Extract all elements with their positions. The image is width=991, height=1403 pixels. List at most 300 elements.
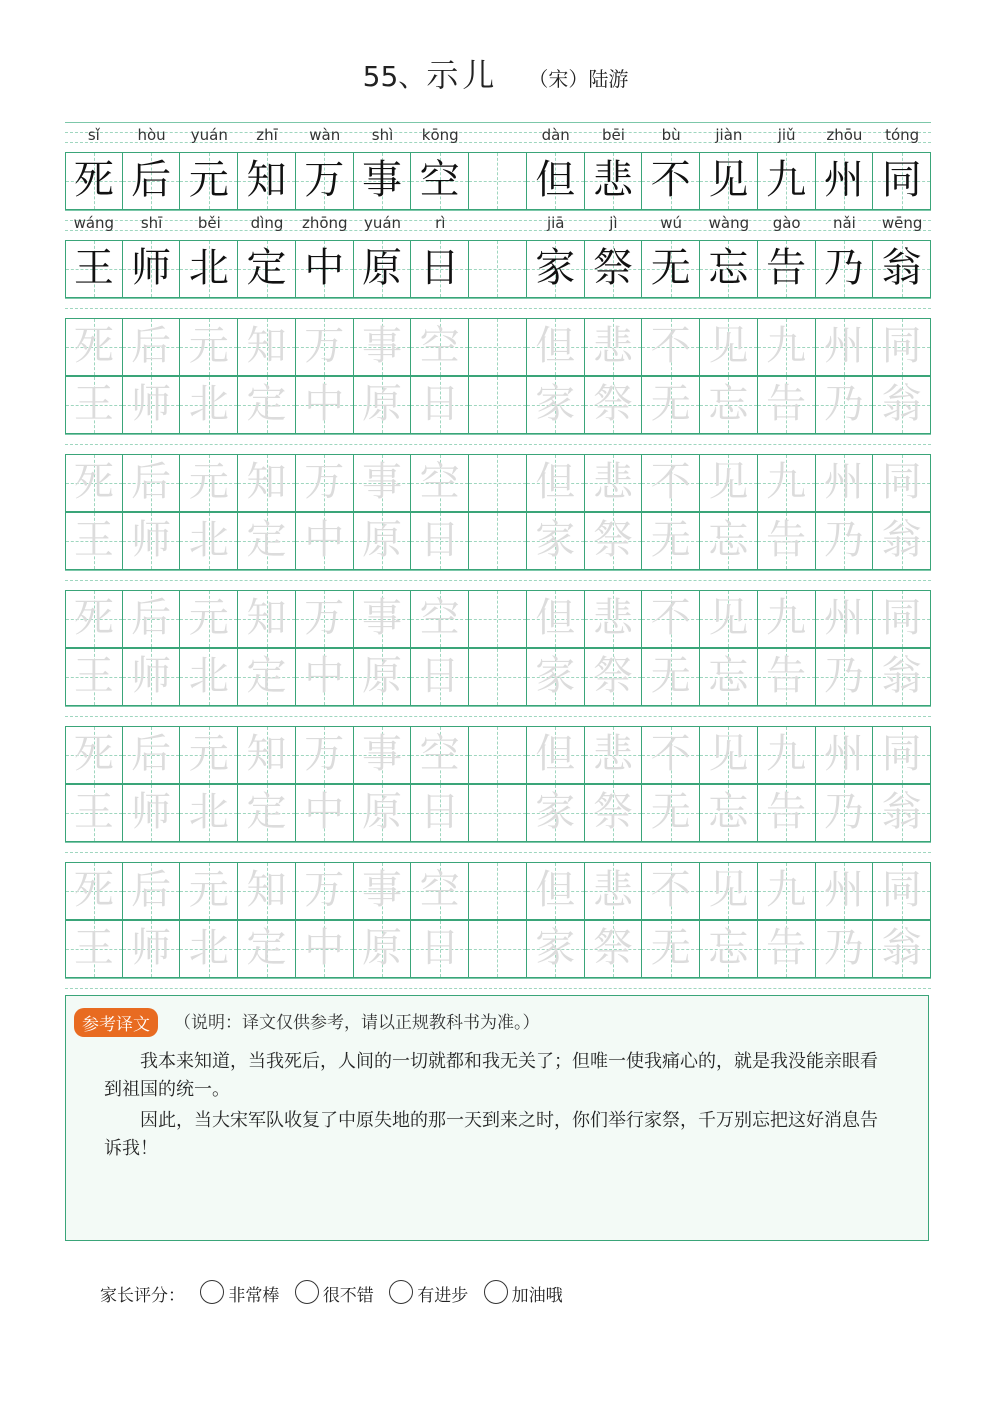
tracing-cell[interactable] — [238, 319, 296, 375]
tracing-cell[interactable] — [123, 591, 181, 647]
tracing-cell[interactable] — [700, 727, 758, 783]
character-cell — [180, 241, 238, 297]
tracing-cell[interactable] — [816, 513, 874, 569]
tracing-cell[interactable] — [354, 319, 412, 375]
tracing-cell[interactable] — [65, 727, 123, 783]
trace-character: 告 — [766, 925, 807, 971]
grid-spacer — [65, 570, 931, 590]
tracing-cell[interactable] — [873, 921, 931, 977]
tracing-cell[interactable] — [527, 649, 585, 705]
translation-paragraph-1: 我本来知道，当我死后，人间的一切就都和我无关了；但唯一使我痛心的，就是我没能亲眼看到祖国的统一。 — [104, 1051, 878, 1100]
trace-character: 定 — [246, 789, 287, 835]
trace-character: 州 — [823, 867, 864, 913]
tracing-cell[interactable] — [123, 785, 181, 841]
tracing-row[interactable] — [65, 376, 931, 434]
tracing-cell[interactable] — [816, 863, 874, 919]
trace-character: 见 — [708, 459, 749, 505]
tracing-cell[interactable] — [758, 863, 816, 919]
tracing-cell[interactable] — [354, 455, 412, 511]
tracing-cell[interactable] — [642, 785, 700, 841]
tracing-cell[interactable] — [354, 727, 412, 783]
trace-character: 万 — [304, 459, 345, 505]
reference-note: （说明：译文仅供参考，请以正规教科书为准。） — [174, 1013, 540, 1033]
tracing-cell[interactable] — [180, 649, 238, 705]
tracing-cell[interactable] — [758, 649, 816, 705]
tracing-cell[interactable] — [816, 921, 874, 977]
trace-character: 后 — [131, 595, 172, 641]
tracing-cell[interactable] — [65, 591, 123, 647]
tracing-cell[interactable] — [238, 727, 296, 783]
tracing-cell[interactable] — [411, 785, 469, 841]
tracing-cell[interactable] — [123, 319, 181, 375]
poem-character: 翁 — [881, 245, 922, 291]
trace-character: 不 — [650, 323, 691, 369]
pinyin-syllable: jì — [609, 214, 618, 232]
trace-character: 不 — [650, 459, 691, 505]
character-row — [65, 152, 931, 210]
tracing-cell[interactable] — [585, 591, 643, 647]
tracing-cell[interactable] — [642, 377, 700, 433]
tracing-cell[interactable] — [642, 649, 700, 705]
pinyin-syllable: wēng — [881, 214, 923, 232]
pinyin-syllable: jiǔ — [777, 126, 796, 144]
tracing-cell[interactable] — [296, 921, 354, 977]
character-cell — [700, 153, 758, 209]
tracing-cell[interactable] — [873, 513, 931, 569]
tracing-cell[interactable] — [411, 591, 469, 647]
tracing-cell[interactable] — [238, 649, 296, 705]
trace-character: 原 — [362, 925, 403, 971]
tracing-cell[interactable] — [296, 727, 354, 783]
pinyin-syllable: nǎi — [832, 214, 856, 232]
tracing-cell[interactable] — [65, 921, 123, 977]
character-cell — [873, 153, 931, 209]
tracing-cell[interactable] — [123, 863, 181, 919]
trace-character: 元 — [188, 731, 229, 777]
tracing-cell[interactable] — [123, 649, 181, 705]
tracing-cell[interactable] — [469, 319, 527, 375]
rating-option-progress[interactable]: 有进步 — [389, 1280, 468, 1306]
trace-character: 但 — [535, 867, 576, 913]
tracing-cell[interactable] — [758, 319, 816, 375]
tracing-cell[interactable] — [585, 727, 643, 783]
tracing-cell[interactable] — [816, 591, 874, 647]
tracing-cell[interactable] — [238, 513, 296, 569]
tracing-cell[interactable] — [527, 591, 585, 647]
tracing-cell[interactable] — [180, 377, 238, 433]
tracing-cell[interactable] — [758, 513, 816, 569]
tracing-row[interactable] — [65, 512, 931, 570]
trace-character: 日 — [419, 517, 460, 563]
trace-character: 悲 — [592, 595, 633, 641]
tracing-cell[interactable] — [238, 785, 296, 841]
rating-option-keep-going[interactable]: 加油哦 — [484, 1280, 563, 1306]
pinyin-syllable: zhōng — [301, 214, 348, 232]
pinyin-syllable: zhōu — [826, 126, 863, 144]
tracing-cell[interactable] — [873, 319, 931, 375]
tracing-cell[interactable] — [700, 591, 758, 647]
poem-character: 家 — [535, 245, 576, 291]
tracing-cell[interactable] — [123, 727, 181, 783]
trace-character: 祭 — [592, 517, 633, 563]
tracing-cell[interactable] — [180, 785, 238, 841]
tracing-cell[interactable] — [65, 785, 123, 841]
character-cell — [238, 153, 296, 209]
tracing-cell[interactable] — [411, 455, 469, 511]
pinyin-syllable: běi — [197, 214, 221, 232]
character-cell — [816, 153, 874, 209]
tracing-cell[interactable] — [180, 863, 238, 919]
rating-option-good[interactable]: 很不错 — [295, 1280, 374, 1306]
tracing-cell[interactable] — [65, 319, 123, 375]
tracing-cell[interactable] — [873, 727, 931, 783]
pinyin-syllable: shì — [371, 126, 394, 144]
tracing-cell[interactable] — [700, 863, 758, 919]
trace-character: 见 — [708, 323, 749, 369]
pinyin-syllable: zhī — [256, 126, 278, 144]
tracing-cell[interactable] — [816, 377, 874, 433]
tracing-cell[interactable] — [123, 455, 181, 511]
poem-character: 告 — [766, 245, 807, 291]
tracing-cell[interactable] — [469, 727, 527, 783]
trace-character: 家 — [535, 653, 576, 699]
tracing-cell[interactable] — [758, 785, 816, 841]
pinyin-syllable: shī — [140, 214, 163, 232]
tracing-cell[interactable] — [238, 863, 296, 919]
trace-character: 原 — [362, 381, 403, 427]
tracing-cell[interactable] — [354, 785, 412, 841]
tracing-cell[interactable] — [816, 785, 874, 841]
character-cell — [873, 241, 931, 297]
tracing-cell[interactable] — [585, 649, 643, 705]
tracing-cell[interactable] — [411, 513, 469, 569]
tracing-cell[interactable] — [527, 727, 585, 783]
tracing-cell[interactable] — [469, 863, 527, 919]
title-number: 55、 — [362, 60, 427, 93]
tracing-cell[interactable] — [642, 863, 700, 919]
tracing-cell[interactable] — [411, 921, 469, 977]
tracing-cell[interactable] — [700, 455, 758, 511]
character-cell — [642, 241, 700, 297]
tracing-cell[interactable] — [469, 649, 527, 705]
poem-character: 万 — [304, 157, 345, 203]
tracing-cell[interactable] — [123, 513, 181, 569]
character-cell — [296, 241, 354, 297]
character-cell — [411, 241, 469, 297]
tracing-row[interactable] — [65, 784, 931, 842]
radio-circle-icon[interactable] — [295, 1280, 319, 1304]
character-cell — [585, 241, 643, 297]
tracing-cell[interactable] — [354, 377, 412, 433]
tracing-cell[interactable] — [354, 513, 412, 569]
trace-character: 王 — [73, 789, 114, 835]
tracing-cell[interactable] — [527, 921, 585, 977]
tracing-cell[interactable] — [296, 455, 354, 511]
trace-character: 家 — [535, 925, 576, 971]
tracing-cell[interactable] — [238, 921, 296, 977]
tracing-row[interactable] — [65, 454, 931, 512]
tracing-cell[interactable] — [527, 455, 585, 511]
tracing-cell[interactable] — [238, 377, 296, 433]
tracing-cell[interactable] — [296, 649, 354, 705]
tracing-cell[interactable] — [642, 455, 700, 511]
tracing-cell[interactable] — [700, 921, 758, 977]
tracing-row[interactable] — [65, 920, 931, 978]
character-cell — [238, 241, 296, 297]
tracing-cell[interactable] — [585, 921, 643, 977]
tracing-cell[interactable] — [65, 863, 123, 919]
tracing-cell[interactable] — [296, 513, 354, 569]
tracing-cell[interactable] — [642, 513, 700, 569]
tracing-cell[interactable] — [873, 863, 931, 919]
tracing-cell[interactable] — [180, 513, 238, 569]
trace-character: 见 — [708, 731, 749, 777]
trace-character: 师 — [131, 653, 172, 699]
tracing-cell[interactable] — [758, 377, 816, 433]
tracing-cell[interactable] — [585, 377, 643, 433]
trace-character: 不 — [650, 867, 691, 913]
tracing-cell[interactable] — [758, 921, 816, 977]
tracing-cell[interactable] — [469, 785, 527, 841]
grid-spacer — [65, 298, 931, 318]
pinyin-syllable: kōng — [421, 126, 459, 144]
trace-character: 师 — [131, 517, 172, 563]
tracing-cell[interactable] — [65, 377, 123, 433]
trace-character: 九 — [766, 595, 807, 641]
poem-character: 无 — [650, 245, 691, 291]
tracing-cell[interactable] — [65, 455, 123, 511]
tracing-cell[interactable] — [123, 921, 181, 977]
poem-character: 九 — [766, 157, 807, 203]
trace-character: 万 — [304, 595, 345, 641]
tracing-cell[interactable] — [527, 785, 585, 841]
pinyin-syllable: wáng — [73, 214, 115, 232]
trace-character: 知 — [246, 459, 287, 505]
rating-option-great[interactable]: 非常棒 — [200, 1280, 279, 1306]
trace-character: 北 — [188, 381, 229, 427]
tracing-cell[interactable] — [180, 455, 238, 511]
trace-character: 翁 — [881, 789, 922, 835]
tracing-cell[interactable] — [816, 727, 874, 783]
trace-character: 乃 — [823, 789, 864, 835]
trace-character: 日 — [419, 789, 460, 835]
poem-character: 悲 — [592, 157, 633, 203]
tracing-cell[interactable] — [296, 785, 354, 841]
poem-character: 同 — [881, 157, 922, 203]
tracing-cell[interactable] — [585, 863, 643, 919]
trace-character: 但 — [535, 731, 576, 777]
tracing-cell[interactable] — [527, 513, 585, 569]
trace-character: 告 — [766, 381, 807, 427]
tracing-cell[interactable] — [700, 513, 758, 569]
tracing-cell[interactable] — [585, 785, 643, 841]
tracing-cell[interactable] — [411, 319, 469, 375]
tracing-cell[interactable] — [816, 455, 874, 511]
tracing-cell[interactable] — [411, 863, 469, 919]
trace-character: 日 — [419, 925, 460, 971]
trace-character: 原 — [362, 653, 403, 699]
tracing-cell[interactable] — [585, 319, 643, 375]
tracing-cell[interactable] — [469, 921, 527, 977]
radio-circle-icon[interactable] — [389, 1280, 413, 1304]
pinyin-syllable: dìng — [250, 214, 284, 232]
tracing-cell[interactable] — [873, 591, 931, 647]
trace-character: 翁 — [881, 381, 922, 427]
trace-character: 无 — [650, 789, 691, 835]
tracing-cell[interactable] — [700, 377, 758, 433]
trace-character: 悲 — [592, 867, 633, 913]
tracing-cell[interactable] — [700, 649, 758, 705]
trace-character: 死 — [73, 595, 114, 641]
poem-character: 北 — [188, 245, 229, 291]
tracing-cell[interactable] — [296, 377, 354, 433]
tracing-cell[interactable] — [873, 455, 931, 511]
tracing-row[interactable] — [65, 318, 931, 376]
trace-character: 后 — [131, 459, 172, 505]
pinyin-syllable: hòu — [137, 126, 166, 144]
tracing-cell[interactable] — [642, 319, 700, 375]
pinyin-syllable: bù — [661, 126, 681, 144]
tracing-cell[interactable] — [354, 863, 412, 919]
character-cell — [527, 241, 585, 297]
character-cell — [180, 153, 238, 209]
tracing-cell[interactable] — [296, 319, 354, 375]
tracing-cell[interactable] — [469, 513, 527, 569]
tracing-cell[interactable] — [873, 785, 931, 841]
character-cell — [123, 241, 181, 297]
tracing-cell[interactable] — [642, 921, 700, 977]
trace-character: 九 — [766, 323, 807, 369]
tracing-cell[interactable] — [642, 727, 700, 783]
trace-character: 师 — [131, 789, 172, 835]
tracing-cell[interactable] — [411, 727, 469, 783]
poem-character: 日 — [419, 245, 460, 291]
tracing-cell[interactable] — [642, 591, 700, 647]
trace-character: 无 — [650, 925, 691, 971]
tracing-cell[interactable] — [700, 785, 758, 841]
pinyin-syllable: wàng — [708, 214, 750, 232]
radio-circle-icon[interactable] — [484, 1280, 508, 1304]
poem-character: 原 — [362, 245, 403, 291]
trace-character: 事 — [362, 731, 403, 777]
poem-author: （宋）陆游 — [528, 67, 629, 91]
tracing-cell[interactable] — [238, 591, 296, 647]
trace-character: 祭 — [592, 381, 633, 427]
tracing-cell[interactable] — [296, 863, 354, 919]
trace-character: 中 — [304, 653, 345, 699]
grid-spacer — [65, 842, 931, 862]
tracing-cell[interactable] — [527, 863, 585, 919]
tracing-cell[interactable] — [296, 591, 354, 647]
trace-character: 家 — [535, 789, 576, 835]
trace-character: 但 — [535, 595, 576, 641]
tracing-row[interactable] — [65, 648, 931, 706]
tracing-cell[interactable] — [411, 377, 469, 433]
trace-character: 忘 — [708, 517, 749, 563]
poem-character: 不 — [650, 157, 691, 203]
trace-character: 同 — [881, 459, 922, 505]
tracing-cell[interactable] — [816, 649, 874, 705]
tracing-cell[interactable] — [527, 319, 585, 375]
tracing-cell[interactable] — [469, 377, 527, 433]
tracing-cell[interactable] — [65, 649, 123, 705]
tracing-cell[interactable] — [758, 591, 816, 647]
trace-character: 空 — [419, 595, 460, 641]
tracing-cell[interactable] — [469, 591, 527, 647]
pinyin-syllable: tóng — [885, 126, 920, 144]
radio-circle-icon[interactable] — [200, 1280, 224, 1304]
character-cell — [758, 153, 816, 209]
poem-character: 但 — [535, 157, 576, 203]
trace-character: 告 — [766, 517, 807, 563]
trace-character: 后 — [131, 323, 172, 369]
trace-character: 乃 — [823, 653, 864, 699]
tracing-cell[interactable] — [180, 727, 238, 783]
trace-character: 定 — [246, 925, 287, 971]
trace-character: 州 — [823, 595, 864, 641]
tracing-cell[interactable] — [180, 591, 238, 647]
trace-character: 州 — [823, 323, 864, 369]
tracing-cell[interactable] — [354, 591, 412, 647]
trace-character: 知 — [246, 595, 287, 641]
tracing-cell[interactable] — [411, 649, 469, 705]
trace-character: 告 — [766, 653, 807, 699]
trace-character: 不 — [650, 595, 691, 641]
tracing-cell[interactable] — [123, 377, 181, 433]
character-cell — [469, 241, 527, 297]
tracing-cell[interactable] — [816, 319, 874, 375]
tracing-cell[interactable] — [527, 377, 585, 433]
tracing-cell[interactable] — [758, 455, 816, 511]
tracing-cell[interactable] — [180, 319, 238, 375]
poem-title: 示儿 — [426, 56, 499, 94]
tracing-cell[interactable] — [873, 377, 931, 433]
trace-character: 无 — [650, 517, 691, 563]
trace-character: 州 — [823, 731, 864, 777]
poem-character: 死 — [73, 157, 114, 203]
pinyin-syllable: yuán — [363, 214, 402, 232]
tracing-cell[interactable] — [585, 513, 643, 569]
tracing-row[interactable] — [65, 590, 931, 648]
tracing-cell[interactable] — [873, 649, 931, 705]
trace-character: 中 — [304, 789, 345, 835]
trace-character: 中 — [304, 925, 345, 971]
tracing-cell[interactable] — [180, 921, 238, 977]
translation-paragraph-2: 因此，当大宋军队收复了中原失地的那一天到来之时，你们举行家祭，千万别忘把这好消息告诉我！ — [104, 1110, 878, 1159]
tracing-cell[interactable] — [700, 319, 758, 375]
tracing-cell[interactable] — [585, 455, 643, 511]
trace-character: 日 — [419, 653, 460, 699]
tracing-row[interactable] — [65, 726, 931, 784]
trace-character: 后 — [131, 867, 172, 913]
tracing-cell[interactable] — [469, 455, 527, 511]
poem-character: 知 — [246, 157, 287, 203]
trace-character: 知 — [246, 867, 287, 913]
poem-character: 事 — [362, 157, 403, 203]
tracing-row[interactable] — [65, 862, 931, 920]
character-cell — [123, 153, 181, 209]
tracing-cell[interactable] — [354, 649, 412, 705]
tracing-cell[interactable] — [354, 921, 412, 977]
tracing-cell[interactable] — [65, 513, 123, 569]
character-cell — [354, 241, 412, 297]
trace-character: 事 — [362, 867, 403, 913]
tracing-cell[interactable] — [758, 727, 816, 783]
tracing-cell[interactable] — [238, 455, 296, 511]
trace-character: 死 — [73, 459, 114, 505]
character-cell — [527, 153, 585, 209]
reference-translation-box — [65, 995, 929, 1241]
